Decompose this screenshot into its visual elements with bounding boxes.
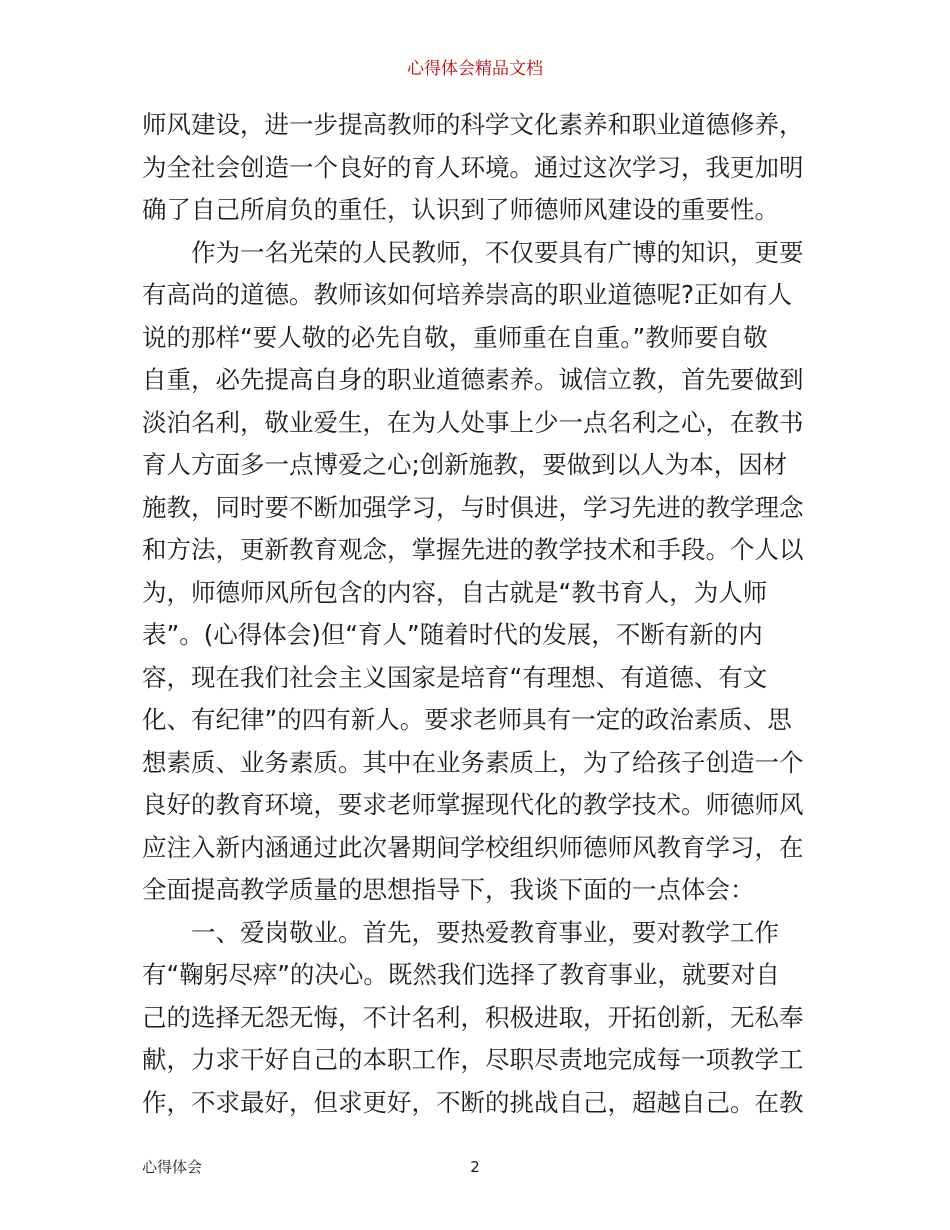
text-line-content: 化、有纪律”的四有新人。要求老师具有一定的政治素质、思 xyxy=(142,705,792,734)
text-line-content: 作，不求最好，但求更好，不断的挑战自己，超越自己。在教 xyxy=(142,1087,804,1117)
footer-label: 心得体会 xyxy=(142,1158,203,1176)
text-line-content: 应注入新内涵通过此次暑期间学校组织师德师风教育学习，在 xyxy=(142,832,804,862)
text-line xyxy=(142,274,812,317)
text-line-content: 容，现在我们社会主义国家是培育“有理想、有道德、有文 xyxy=(142,662,768,692)
text-line xyxy=(142,657,812,700)
text-line xyxy=(142,997,812,1040)
text-line xyxy=(142,189,812,232)
text-line-content: 为，师德师风所包含的内容，自古就是“教书育人，为人师 xyxy=(142,577,768,607)
text-line xyxy=(142,529,812,572)
text-line xyxy=(142,869,812,912)
text-line-content: 表”。(心得体会)但“育人”随着时代的发展，不断有新的内 xyxy=(142,620,763,649)
text-line-content: 淡泊名利，敬业爱生，在为人处事上少一点名利之心，在教书 xyxy=(142,407,804,437)
text-line xyxy=(142,402,812,445)
paragraph-start-line xyxy=(142,232,812,275)
text-line-content: 作为一名光荣的人民教师，不仅要具有广博的知识，更要 xyxy=(191,237,804,267)
text-line xyxy=(142,784,812,827)
text-line xyxy=(142,614,812,657)
page-header-title: 心得体会精品文档 xyxy=(407,59,543,79)
text-line xyxy=(142,1082,812,1125)
text-line-content: 师风建设，进一步提高教师的科学文化素养和职业道德修养， xyxy=(142,110,804,139)
text-line-content: 有高尚的道德。教师该如何培养崇高的职业道德呢?正如有人 xyxy=(142,280,793,309)
text-line xyxy=(142,444,812,487)
text-line xyxy=(142,1039,812,1082)
text-line xyxy=(142,317,812,360)
document-body xyxy=(142,104,812,1124)
text-line-content: 自重，必先提高自身的职业道德素养。诚信立教，首先要做到 xyxy=(142,365,804,394)
text-line-content: 育人方面多一点博爱之心;创新施教，要做到以人为本，因材 xyxy=(142,450,788,479)
text-line-content: 说的那样“要人敬的必先自敬，重师重在自重。”教师要自敬 xyxy=(142,322,768,352)
text-line xyxy=(142,699,812,742)
text-line-content: 和方法，更新教育观念，掌握先进的教学技术和手段。个人以 xyxy=(142,535,804,564)
text-line-content: 有“鞠躬尽瘁”的决心。既然我们选择了教育事业，就要对自 xyxy=(142,960,780,989)
paragraph-start-line xyxy=(142,912,812,955)
text-line-content: 良好的教育环境，要求老师掌握现代化的教学技术。师德师风 xyxy=(142,790,804,819)
text-line-content: 全面提高教学质量的思想指导下，我谈下面的一点体会： xyxy=(142,875,755,904)
text-line-content: 施教，同时要不断加强学习，与时俱进，学习先进的教学理念 xyxy=(142,492,804,522)
text-line xyxy=(142,572,812,615)
text-line xyxy=(142,104,812,147)
page-number: 2 xyxy=(470,1158,480,1176)
text-line-content: 献，力求干好自己的本职工作，尽职尽责地完成每一项教学工 xyxy=(142,1045,804,1074)
text-line-content: 确了自己所肩负的重任，认识到了师德师风建设的重要性。 xyxy=(142,195,779,224)
text-line-content: 一、爱岗敬业。首先，要热爱教育事业，要对教学工作 xyxy=(191,917,779,947)
text-line-content: 为全社会创造一个良好的育人环境。通过这次学习，我更加明 xyxy=(142,152,804,182)
text-line xyxy=(142,954,812,997)
text-line-content: 想素质、业务素质。其中在业务素质上，为了给孩子创造一个 xyxy=(142,747,804,777)
text-line xyxy=(142,147,812,190)
text-line xyxy=(142,487,812,530)
text-line xyxy=(142,742,812,785)
text-line xyxy=(142,827,812,870)
text-line xyxy=(142,359,812,402)
text-line-content: 己的选择无怨无悔，不计名利，积极进取，开拓创新，无私奉 xyxy=(142,1002,804,1032)
